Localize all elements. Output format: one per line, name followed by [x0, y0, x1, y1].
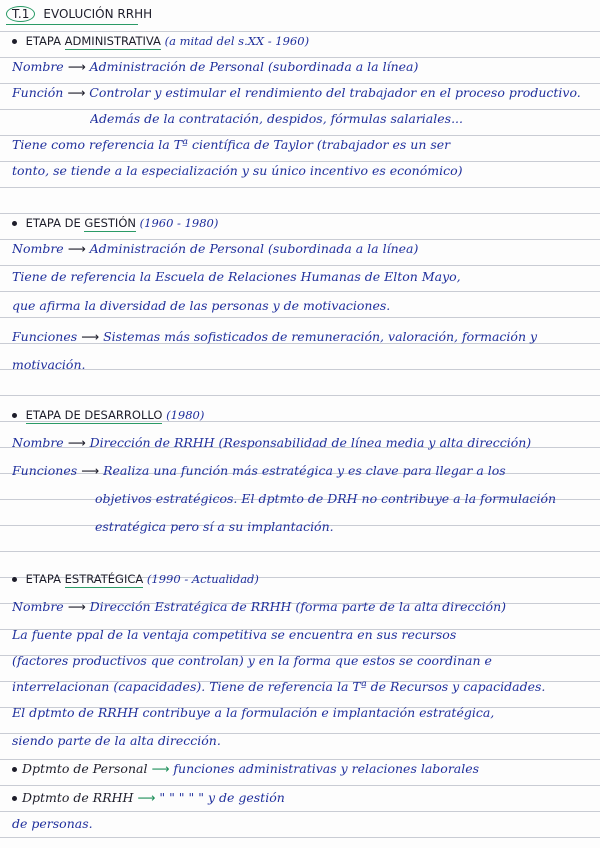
section-heading-desarrollo: ETAPA DE DESARROLLO (1980): [12, 406, 592, 424]
arrow-icon: ⟶: [81, 463, 100, 478]
s4-line-4: interrelacionan (capacidades). Tiene de referencia la Tª de Recursos y capacidades.: [12, 679, 546, 694]
bullet-dot: [12, 796, 17, 801]
s1-line-3: Además de la contratación, despidos, fórmulas salariales...: [90, 111, 463, 126]
s3-nombre-line: Nombre ⟶ Dirección de RRHH (Responsabilidad de línea media y alta dirección): [12, 435, 532, 450]
s4-line-3: (factores productivos que controlan) y en la forma que estos se coordinan e: [12, 653, 492, 668]
s2-line-5: motivación.: [12, 357, 86, 372]
s4-line-2: La fuente ppal de la ventaja competitiva se encuentra en sus recursos: [12, 627, 457, 642]
topic-number: T.1: [6, 6, 35, 22]
arrow-icon: ⟶: [67, 599, 86, 614]
s4-nombre-line: Nombre ⟶ Dirección Estratégica de RRHH (forma parte de la alta dirección): [12, 599, 507, 614]
s1-nombre-line: Nombre ⟶ Administración de Personal (subordinada a la línea): [12, 59, 419, 74]
s1-line-5: tonto, se tiende a la especialización y su único incentivo es económico): [12, 163, 463, 178]
title-underline: [6, 24, 138, 25]
arrow-icon: ⟶: [67, 241, 86, 256]
s1-line-4: Tiene como referencia la Tª científica de Taylor (trabajador es un ser: [12, 137, 451, 152]
s1-funcion-line: Función ⟶ Controlar y estimular el rendimiento del trabajador en el proceso productivo.: [12, 85, 581, 100]
bottom-line-3: de personas.: [12, 816, 93, 831]
arrow-icon: ⟶: [67, 435, 86, 450]
topic-title: EVOLUCIÓN RRHH: [43, 7, 153, 21]
s2-line-2: Tiene de referencia la Escuela de Relaciones Humanas de Elton Mayo,: [12, 269, 461, 284]
s2-nombre-line: Nombre ⟶ Administración de Personal (subordinada a la línea): [12, 241, 419, 256]
arrow-icon: ⟶: [81, 329, 100, 344]
s2-line-3: que afirma la diversidad de las personas y de motivaciones.: [12, 298, 391, 313]
bullet-dot: [12, 39, 17, 44]
arrow-icon: ⟶: [151, 761, 170, 776]
arrow-icon: ⟶: [67, 59, 86, 74]
bullet-dot: [12, 577, 17, 582]
s3-line-3: objetivos estratégicos. El dptmto de DRH no contribuye a la formulación: [95, 491, 557, 506]
bullet-dptmto-rrhh: Dptmto de RRHH ⟶ " " " " " y de gestión: [12, 789, 592, 807]
arrow-icon: ⟶: [137, 790, 156, 805]
bullet-dot: [12, 767, 17, 772]
section-heading-administrativa: ETAPA ADMINISTRATIVA (a mitad del s.XX - 1960): [12, 32, 592, 50]
section-heading-gestion: ETAPA DE GESTIÓN (1960 - 1980): [12, 214, 592, 232]
s4-line-5: El dptmto de RRHH contribuye a la formulación e implantación estratégica,: [12, 705, 495, 720]
s3-funciones-line: Funciones ⟶ Realiza una función más estratégica y es clave para llegar a los: [12, 463, 506, 478]
bullet-dot: [12, 221, 17, 226]
page-title: [6, 4, 152, 24]
s2-funciones-line: Funciones ⟶ Sistemas más sofisticados de remuneración, valoración, formación y: [12, 329, 538, 344]
bullet-dot: [12, 413, 17, 418]
bullet-dptmto-personal: Dptmto de Personal ⟶ funciones administrativas y relaciones laborales: [12, 760, 592, 778]
s3-line-4: estratégica pero sí a su implantación.: [95, 519, 334, 534]
s4-line-6: siendo parte de la alta dirección.: [12, 733, 221, 748]
arrow-icon: ⟶: [67, 85, 86, 100]
section-heading-estrategica: ETAPA ESTRATÉGICA (1990 - Actualidad): [12, 570, 592, 588]
